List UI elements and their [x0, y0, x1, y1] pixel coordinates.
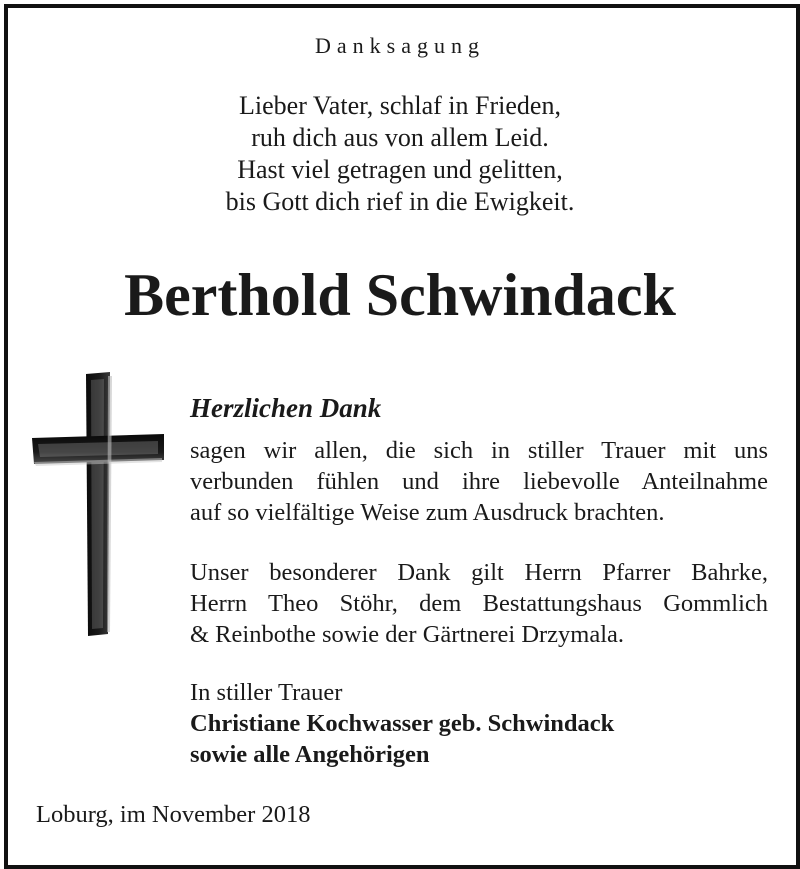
poem-line: Hast viel getragen und gelitten,	[237, 155, 563, 184]
poem	[0, 90, 800, 218]
thanks-paragraph	[190, 435, 768, 528]
poem-line: bis Gott dich rief in die Ewigkeit.	[225, 187, 575, 216]
text-line: Herrn Theo Stöhr, dem Bestattungshaus Gommlich	[190, 590, 768, 617]
text-line: Unser besonderer Dank gilt Herrn Pfarrer Bahrke,	[190, 559, 768, 586]
signatory: Christiane Kochwasser geb. Schwindack	[190, 710, 615, 737]
text-line: verbunden fühlen und ihre liebevolle Anteilnahme	[190, 468, 768, 495]
signatory: sowie alle Angehörigen	[190, 741, 430, 768]
notice-heading: Danksagung	[315, 33, 485, 58]
place-date: Loburg, im November 2018	[36, 801, 311, 828]
text-line: auf so vielfältige Weise zum Ausdruck brachten.	[190, 499, 665, 526]
text-line: & Reinbothe sowie der Gärtnerei Drzymala.	[190, 621, 625, 648]
cross-icon	[28, 370, 168, 640]
poem-line: ruh dich aus von allem Leid.	[251, 123, 549, 152]
thanks-heading: Herzlichen Dank	[190, 393, 382, 423]
poem-line: Lieber Vater, schlaf in Frieden,	[239, 91, 561, 120]
deceased-name: Berthold Schwindack	[124, 262, 676, 328]
text-line: sagen wir allen, die sich in stiller Trauer mit uns	[190, 437, 768, 464]
mourning-label: In stiller Trauer	[190, 679, 343, 706]
mourning-block	[190, 677, 614, 770]
special-thanks-paragraph	[190, 557, 768, 650]
